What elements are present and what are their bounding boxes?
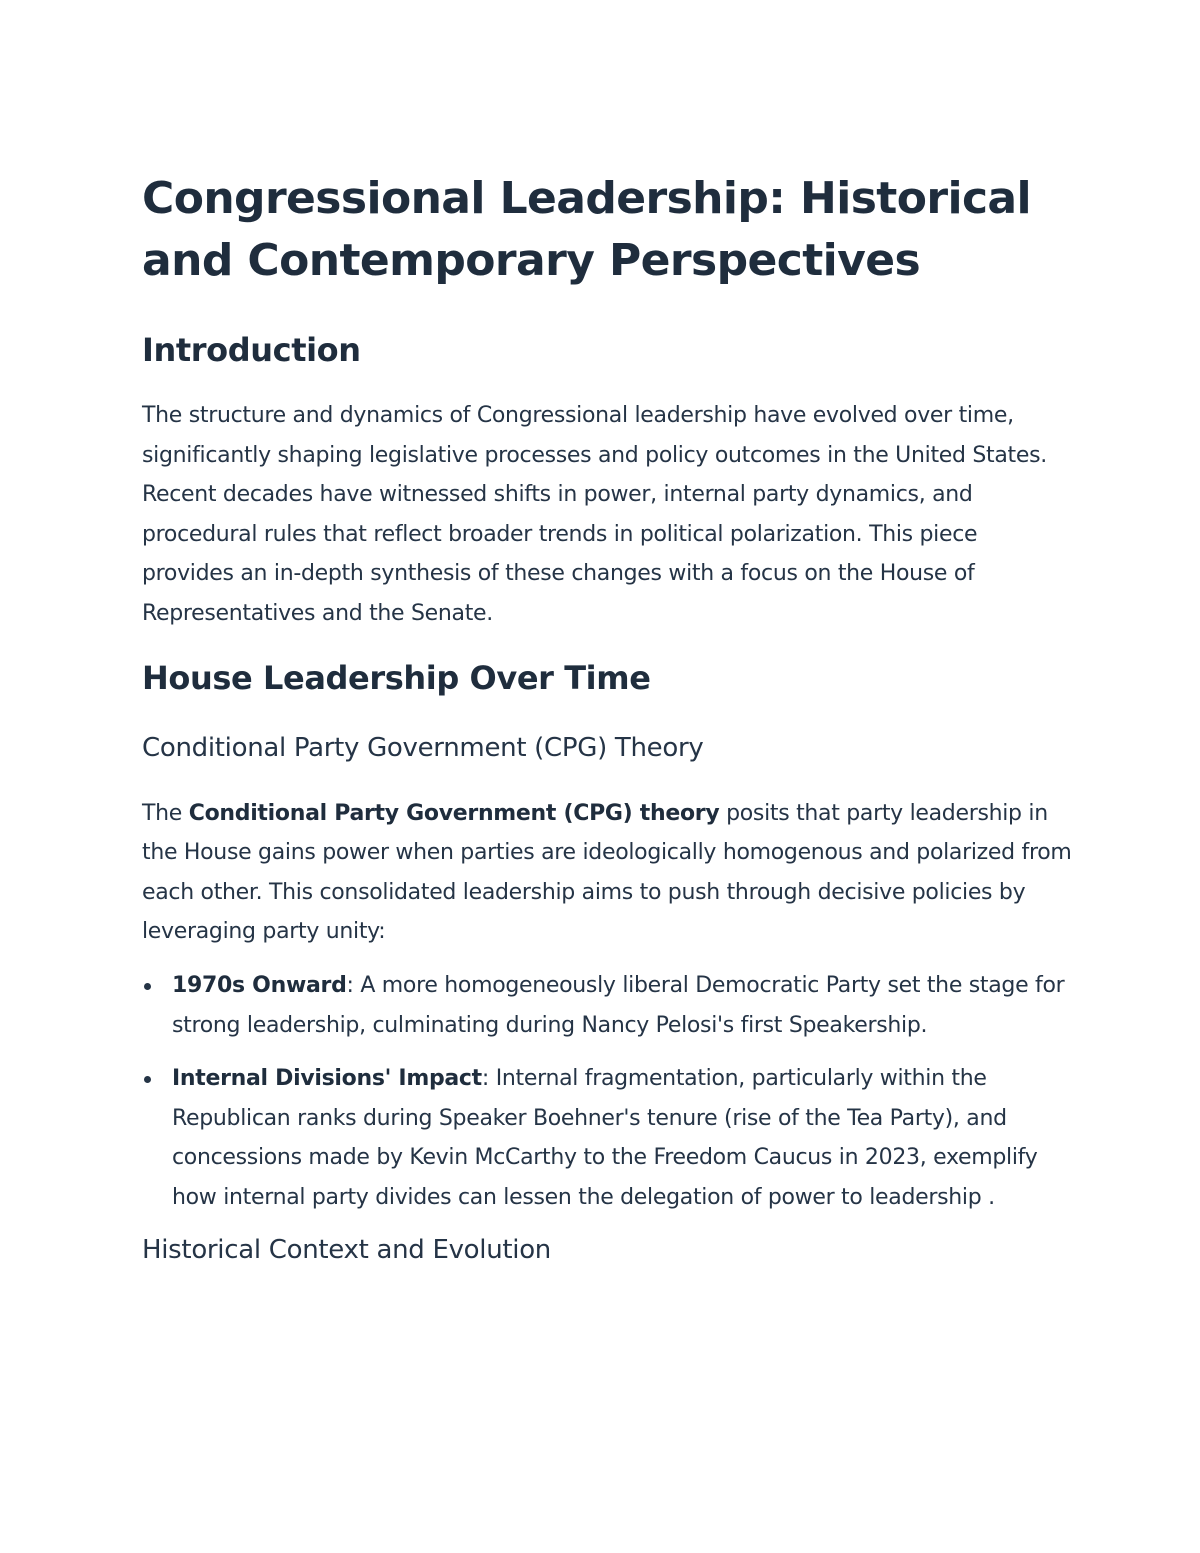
list-item-text: : Internal fragmentation, particularly within the Republican ranks during Speaker Boehner's tenure (rise of the Tea Party), and concessions made by Kevin McCarthy to the Freedom Caucus in 2023, exemplify how internal party divides can lessen the delegation of power to leadership . bbox=[172, 1066, 1038, 1210]
bullet-dot-icon bbox=[144, 983, 151, 990]
cpg-paragraph-rest: posits that party leadership in the House gains power when parties are ideologically homogenous and polarized from each other. This consolidated leadership aims to push through decisive policies by leveraging party unity: bbox=[142, 800, 1072, 945]
document-page bbox=[142, 168, 1072, 1268]
list-item-label: 1970s Onward bbox=[172, 972, 347, 998]
list-item bbox=[142, 966, 1072, 1045]
cpg-paragraph-prefix: The bbox=[142, 800, 189, 826]
introduction-heading: Introduction bbox=[142, 331, 361, 369]
cpg-heading: Conditional Party Government (CPG) Theory bbox=[142, 732, 704, 763]
bullet-dot-icon bbox=[144, 1076, 151, 1083]
house-leadership-heading: House Leadership Over Time bbox=[142, 658, 651, 697]
introduction-paragraph: The structure and dynamics of Congressional leadership have evolved over time, significantly shaping legislative processes and policy outcomes in the United States. Recent decades have witnessed shifts in power, internal party dynamics, and procedural rules that reflect broader trends in political polarization. This piece provides an in-depth synthesis of these changes with a focus on the House of Representatives and the Senate. bbox=[142, 403, 1047, 626]
document-title: Congressional Leadership: Historical and Contemporary Perspectives bbox=[142, 173, 1031, 286]
cpg-bullet-list bbox=[142, 966, 1072, 1218]
list-item bbox=[142, 1059, 1072, 1217]
historical-context-heading: Historical Context and Evolution bbox=[142, 1234, 551, 1265]
list-item-label: Internal Divisions' Impact bbox=[172, 1066, 482, 1092]
cpg-paragraph bbox=[142, 794, 1072, 952]
list-item-text: : A more homogeneously liberal Democratic Party set the stage for strong leadership, culminating during Nancy Pelosi's first Speakership. bbox=[172, 972, 1065, 1038]
cpg-paragraph-bold: Conditional Party Government (CPG) theory bbox=[188, 800, 720, 826]
